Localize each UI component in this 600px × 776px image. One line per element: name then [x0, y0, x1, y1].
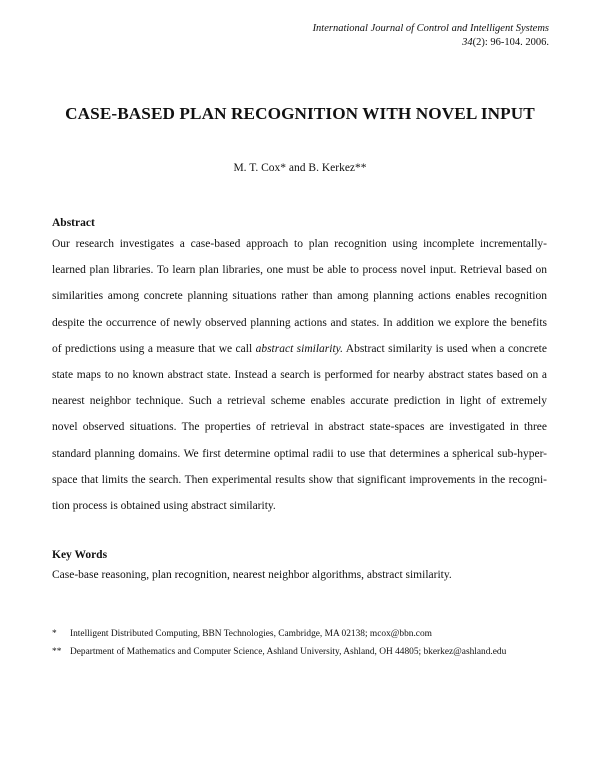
footnote-mark: * [52, 629, 57, 639]
abstract-line [52, 336, 547, 362]
abstract-heading: Abstract [52, 217, 95, 229]
abstract-line: space that limits the search. Then experimental results show that significant improvements in the recogni- [52, 473, 547, 486]
abstract-body [52, 231, 547, 519]
abstract-line-5-start: of predictions using a measure that we call [52, 342, 256, 355]
footnote-mark: ** [52, 647, 62, 657]
abstract-line: despite the occurrence of newly observed planning actions and states. In addition we explore the benefits [52, 316, 547, 329]
abstract-line: nearest neighbor technique. Such a retrieval scheme enables accurate prediction in light of extremely [52, 395, 547, 408]
abstract-line: Our research investigates a case-based approach to plan recognition using incomplete incrementally- [52, 238, 547, 250]
footnotes [52, 625, 562, 661]
abstract-line: standard planning domains. We first determine optimal radii to use that determines a spherical sub-hyper- [52, 447, 547, 460]
footnote [52, 643, 562, 661]
footnote [52, 625, 562, 643]
journal-name: International Journal of Control and Intelligent Systems [312, 23, 549, 34]
abstract-line: novel observed situations. The properties of retrieval in abstract state-spaces are investigated in three [52, 421, 547, 434]
abstract-line: learned plan libraries. To learn plan libraries, one must be able to process novel input. Retrieval based on [52, 264, 547, 277]
paper-authors: M. T. Cox* and B. Kerkez** [233, 162, 367, 174]
paper-title: CASE-BASED PLAN RECOGNITION WITH NOVEL INPUT [65, 104, 535, 123]
journal-pages: (2): 96-104. 2006. [472, 37, 549, 48]
abstract-line: similarities among concrete planning situations rather than among planning actions enables recognition [52, 290, 547, 303]
abstract-similarity-term: abstract similarity. [255, 342, 343, 355]
journal-volume: 34 [462, 37, 473, 48]
keywords-text: Case-base reasoning, plan recognition, nearest neighbor algorithms, abstract similarity. [52, 569, 452, 581]
abstract-line: tion process is obtained using abstract similarity. [52, 499, 276, 512]
footnote-text: Department of Mathematics and Computer Science, Ashland University, Ashland, OH 44805; bkerkez@ashland.edu [70, 647, 507, 657]
abstract-line: state maps to no known abstract state. Instead a search is performed for nearby abstract states based on a [52, 368, 547, 381]
journal-citation [169, 22, 549, 50]
abstract-line-5-end: Abstract similarity is used when a concrete [343, 342, 547, 355]
keywords-heading: Key Words [52, 549, 108, 561]
journal-volume-line [169, 36, 549, 50]
footnote-text: Intelligent Distributed Computing, BBN Technologies, Cambridge, MA 02138; mcox@bbn.com [70, 629, 432, 639]
